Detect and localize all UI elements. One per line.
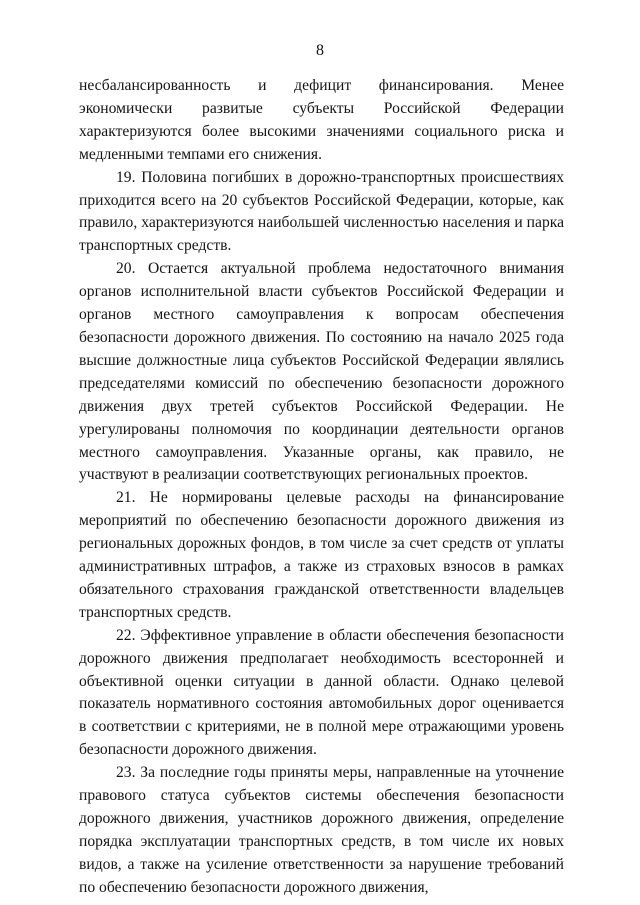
- paragraph-22: 22. Эффективное управление в области обеспечения безопасности дорожного движения предполагает необходимость всесторонней и объективной оценки ситуации в данной области. Однако целевой показатель нормативного состояния автомобильных дорог оценивается в соответствии с критериями, не в полной мере отражающими уровень безопасности дорожного движения.: [79, 626, 564, 759]
- paragraph-continuation: несбалансированность и дефицит финансирования. Менее экономически развитые субъекты Российской Федерации характеризуются более высокими значениями социального риска и медленными темпами его снижения.: [79, 77, 564, 163]
- page-number: 8: [316, 42, 324, 59]
- paragraph-19: 19. Половина погибших в дорожно-транспортных происшествиях приходится всего на 20 субъектов Российской Федерации, которые, как правило, характеризуются наибольшей численностью населения и парка транспортных средств.: [79, 168, 564, 255]
- document-body: [79, 75, 564, 900]
- paragraph-21: 21. Не нормированы целевые расходы на финансирование мероприятий по обеспечению безопасности дорожного движения из региональных дорожных фондов, в том числе за счет средств от уплаты административных штрафов, а также из страховых взносов в рамках обязательного страхования гражданской ответственности владельцев транспортных средств.: [79, 489, 564, 621]
- paragraph-23: 23. За последние годы приняты меры, направленные на уточнение правового статуса субъектов системы обеспечения безопасности дорожного движения, участников дорожного движения, определение порядка эксплуатации транспортных средств, в том числе их новых видов, а также на усиление ответственности за нарушение требований по обеспечению безопасности дорожного движения,: [79, 764, 564, 896]
- paragraph-20: 20. Остается актуальной проблема недостаточного внимания органов исполнительной власти субъектов Российской Федерации и органов местного самоуправления к вопросам обеспечения безопасности дорожного движения. По состоянию на начало 2025 года высшие должностные лица субъектов Российской Федерации являлись председателями комиссий по обеспечению безопасности дорожного движения двух третей субъектов Российской Федерации. Не урегулированы полномочия по координации деятельности органов местного самоуправления. Указанные органы, как правило, не участвуют в реализации соответствующих региональных проектов.: [79, 260, 564, 484]
